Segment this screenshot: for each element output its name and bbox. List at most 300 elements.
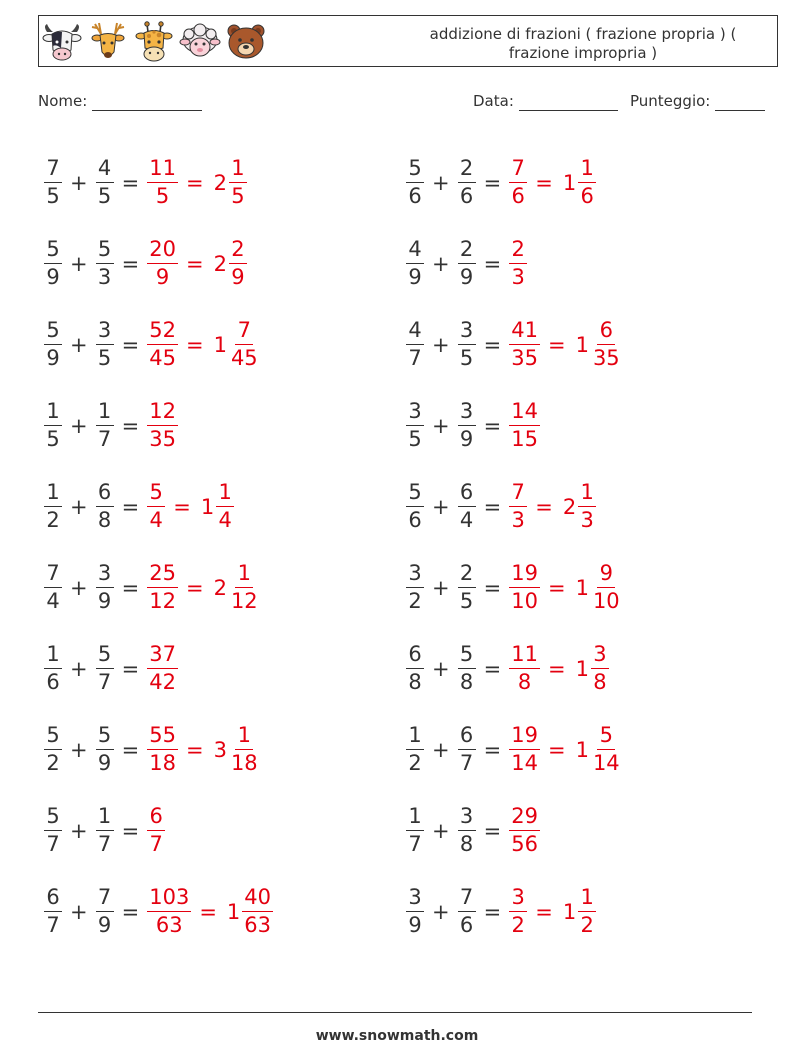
denominator: 6 xyxy=(408,184,422,208)
addend-fraction xyxy=(458,158,476,207)
numerator: 7 xyxy=(509,158,527,183)
numerator: 7 xyxy=(96,887,114,912)
answer xyxy=(145,482,236,531)
denominator: 7 xyxy=(46,913,60,937)
equals-sign: = xyxy=(483,737,502,762)
problem-row xyxy=(42,709,275,790)
denominator: 9 xyxy=(231,265,245,289)
denominator: 45 xyxy=(230,346,258,370)
problem-row xyxy=(404,871,624,952)
numerator: 5 xyxy=(44,725,62,750)
result-fraction xyxy=(147,320,178,369)
addend-fraction xyxy=(458,320,476,369)
denominator: 63 xyxy=(244,913,272,937)
result-fraction xyxy=(509,644,540,693)
equals-sign: = xyxy=(483,818,502,843)
result-fraction xyxy=(147,806,165,855)
plus-sign: + xyxy=(70,899,88,924)
result-fraction xyxy=(509,239,527,288)
addend-fraction xyxy=(44,401,62,450)
problem-column-left xyxy=(42,142,275,952)
numerator: 3 xyxy=(458,320,476,345)
equals-sign: = xyxy=(483,170,502,195)
denominator: 3 xyxy=(511,265,525,289)
addend-fraction xyxy=(44,806,62,855)
answer xyxy=(145,158,249,207)
numerator: 2 xyxy=(509,239,527,264)
result-fraction xyxy=(509,887,527,936)
denominator: 2 xyxy=(408,751,422,775)
numerator: 6 xyxy=(406,644,424,669)
whole-part: 1 xyxy=(575,737,589,762)
plus-sign: + xyxy=(70,170,88,195)
mixed-fraction xyxy=(591,320,622,369)
numerator: 37 xyxy=(147,644,178,669)
numerator: 19 xyxy=(509,563,540,588)
denominator: 18 xyxy=(149,751,176,775)
numerator: 3 xyxy=(406,887,424,912)
numerator: 1 xyxy=(96,806,114,831)
addend-fraction xyxy=(406,239,424,288)
denominator: 35 xyxy=(592,346,620,370)
numerator: 5 xyxy=(44,806,62,831)
mixed-number xyxy=(572,725,624,774)
denominator: 5 xyxy=(155,184,170,208)
denominator: 8 xyxy=(97,508,112,532)
result-fraction xyxy=(509,482,527,531)
denominator: 9 xyxy=(408,265,422,289)
equals-sign: = xyxy=(185,170,204,195)
denominator: 2 xyxy=(580,913,594,937)
whole-part: 1 xyxy=(575,575,589,600)
answer xyxy=(507,563,623,612)
mixed-fraction xyxy=(591,563,622,612)
addend-fraction xyxy=(96,158,114,207)
numerator: 11 xyxy=(509,644,540,669)
mixed-number xyxy=(572,320,624,369)
addend-fraction xyxy=(458,482,476,531)
addend-fraction xyxy=(96,725,114,774)
denominator: 7 xyxy=(97,427,112,451)
numerator: 52 xyxy=(147,320,178,345)
numerator: 1 xyxy=(44,401,62,426)
numerator: 1 xyxy=(44,644,62,669)
result-fraction xyxy=(147,563,178,612)
sheep-icon xyxy=(179,20,221,64)
denominator: 63 xyxy=(155,913,183,937)
answer xyxy=(145,806,167,855)
answer xyxy=(145,887,275,936)
denominator: 4 xyxy=(218,508,232,532)
equals-sign: = xyxy=(121,656,140,681)
mixed-number xyxy=(210,239,249,288)
denominator: 12 xyxy=(230,589,258,613)
denominator: 6 xyxy=(459,184,474,208)
addend-fraction xyxy=(44,725,62,774)
result-fraction xyxy=(147,482,165,531)
bear-icon xyxy=(225,20,267,64)
cow-icon xyxy=(41,20,83,64)
denominator: 7 xyxy=(408,832,422,856)
answer xyxy=(507,887,598,936)
numerator: 3 xyxy=(509,887,527,912)
denominator: 9 xyxy=(46,346,60,370)
footer-divider xyxy=(38,1012,752,1013)
numerator: 7 xyxy=(509,482,527,507)
numerator: 5 xyxy=(96,725,114,750)
numerator: 7 xyxy=(235,320,253,345)
numerator: 20 xyxy=(147,239,178,264)
plus-sign: + xyxy=(70,575,88,600)
equals-sign: = xyxy=(483,332,502,357)
whole-part: 1 xyxy=(226,899,241,924)
mixed-fraction xyxy=(229,239,247,288)
worksheet-title: addizione di frazioni ( frazione propria ) ( frazione impropria ) xyxy=(429,25,737,62)
numerator: 1 xyxy=(235,725,253,750)
addend-fraction xyxy=(458,401,476,450)
numerator: 3 xyxy=(458,401,476,426)
mixed-fraction xyxy=(229,320,260,369)
plus-sign: + xyxy=(70,818,88,843)
addend-fraction xyxy=(96,644,114,693)
mixed-number xyxy=(572,563,624,612)
denominator: 6 xyxy=(46,670,60,694)
equals-sign: = xyxy=(483,575,502,600)
answer xyxy=(507,320,623,369)
mixed-number xyxy=(210,158,249,207)
denominator: 15 xyxy=(511,427,538,451)
numerator: 5 xyxy=(597,725,615,750)
mixed-fraction xyxy=(591,644,609,693)
score-field xyxy=(630,92,765,111)
answer xyxy=(145,725,261,774)
denominator: 9 xyxy=(459,265,474,289)
numerator: 1 xyxy=(406,725,424,750)
problem-row xyxy=(42,385,275,466)
problem-row xyxy=(404,385,624,466)
mixed-number xyxy=(559,482,598,531)
equals-sign: = xyxy=(483,494,502,519)
numerator: 5 xyxy=(458,644,476,669)
result-fraction xyxy=(509,725,540,774)
denominator: 7 xyxy=(459,751,474,775)
equals-sign: = xyxy=(535,170,553,195)
denominator: 9 xyxy=(97,913,112,937)
plus-sign: + xyxy=(432,899,450,924)
equals-sign: = xyxy=(547,656,566,681)
numerator: 6 xyxy=(96,482,114,507)
equals-sign: = xyxy=(547,737,566,762)
problem-row xyxy=(42,547,275,628)
denominator: 5 xyxy=(231,184,245,208)
denominator: 6 xyxy=(580,184,594,208)
mixed-fraction xyxy=(591,725,622,774)
addend-fraction xyxy=(406,482,424,531)
mixed-number xyxy=(223,887,275,936)
result-fraction xyxy=(509,563,540,612)
mixed-fraction xyxy=(578,158,596,207)
answer xyxy=(507,239,529,288)
mixed-fraction xyxy=(229,563,260,612)
denominator: 7 xyxy=(97,670,112,694)
denominator: 4 xyxy=(459,508,474,532)
denominator: 10 xyxy=(511,589,538,613)
addend-fraction xyxy=(458,563,476,612)
numerator: 103 xyxy=(147,887,191,912)
addend-fraction xyxy=(458,806,476,855)
denominator: 2 xyxy=(511,913,525,937)
whole-part: 1 xyxy=(562,899,577,924)
plus-sign: + xyxy=(432,251,450,276)
answer xyxy=(145,401,180,450)
denominator: 5 xyxy=(97,346,112,370)
equals-sign: = xyxy=(121,575,140,600)
problem-row xyxy=(42,466,275,547)
equals-sign: = xyxy=(185,737,204,762)
answer xyxy=(145,239,249,288)
denominator: 8 xyxy=(517,670,532,694)
numerator: 6 xyxy=(458,482,476,507)
equals-sign: = xyxy=(185,332,204,357)
mixed-number xyxy=(210,563,262,612)
problem-row xyxy=(42,223,275,304)
answer xyxy=(507,401,542,450)
denominator: 14 xyxy=(592,751,620,775)
denominator: 3 xyxy=(97,265,112,289)
answer xyxy=(145,644,180,693)
equals-sign: = xyxy=(185,575,204,600)
denominator: 8 xyxy=(408,670,422,694)
denominator: 5 xyxy=(46,427,60,451)
denominator: 7 xyxy=(97,832,112,856)
plus-sign: + xyxy=(432,170,450,195)
problem-row xyxy=(404,547,624,628)
problem-row xyxy=(42,304,275,385)
denominator: 10 xyxy=(592,589,620,613)
numerator: 6 xyxy=(44,887,62,912)
addend-fraction xyxy=(96,239,114,288)
plus-sign: + xyxy=(432,575,450,600)
addend-fraction xyxy=(406,644,424,693)
deer-icon xyxy=(87,20,129,64)
numerator: 3 xyxy=(96,563,114,588)
numerator: 6 xyxy=(147,806,165,831)
denominator: 45 xyxy=(149,346,176,370)
numerator: 5 xyxy=(406,482,424,507)
numerator: 11 xyxy=(147,158,178,183)
addend-fraction xyxy=(406,563,424,612)
mixed-fraction xyxy=(578,887,596,936)
equals-sign: = xyxy=(121,332,140,357)
denominator: 2 xyxy=(46,751,60,775)
denominator: 8 xyxy=(593,670,607,694)
plus-sign: + xyxy=(432,656,450,681)
numerator: 7 xyxy=(458,887,476,912)
addend-fraction xyxy=(44,158,62,207)
whole-part: 2 xyxy=(213,251,227,276)
denominator: 9 xyxy=(408,913,422,937)
equals-sign: = xyxy=(483,656,502,681)
numerator: 40 xyxy=(242,887,273,912)
mixed-number xyxy=(197,482,236,531)
problem-row xyxy=(42,790,275,871)
answer xyxy=(145,320,261,369)
whole-part: 2 xyxy=(562,494,577,519)
plus-sign: + xyxy=(70,251,88,276)
problem-row xyxy=(42,871,275,952)
numerator: 3 xyxy=(591,644,609,669)
mixed-number xyxy=(559,887,598,936)
numerator: 41 xyxy=(509,320,540,345)
score-blank[interactable] xyxy=(715,92,765,111)
equals-sign: = xyxy=(547,332,566,357)
addend-fraction xyxy=(406,320,424,369)
mixed-number xyxy=(210,725,262,774)
numerator: 12 xyxy=(147,401,178,426)
result-fraction xyxy=(147,158,178,207)
whole-part: 2 xyxy=(213,170,227,195)
result-fraction xyxy=(509,158,527,207)
problem-row xyxy=(404,466,624,547)
numerator: 2 xyxy=(458,158,476,183)
numerator: 3 xyxy=(406,563,424,588)
numerator: 6 xyxy=(458,725,476,750)
numerator: 5 xyxy=(406,158,424,183)
denominator: 9 xyxy=(97,589,112,613)
problem-row xyxy=(404,304,624,385)
denominator: 5 xyxy=(459,346,474,370)
mixed-fraction xyxy=(578,482,596,531)
plus-sign: + xyxy=(70,494,88,519)
denominator: 18 xyxy=(230,751,258,775)
equals-sign: = xyxy=(483,413,502,438)
numerator: 1 xyxy=(578,887,596,912)
addend-fraction xyxy=(96,401,114,450)
addend-fraction xyxy=(406,401,424,450)
denominator: 7 xyxy=(46,832,60,856)
result-fraction xyxy=(147,644,178,693)
addend-fraction xyxy=(96,482,114,531)
numerator: 4 xyxy=(406,239,424,264)
answer xyxy=(507,644,611,693)
addend-fraction xyxy=(406,887,424,936)
plus-sign: + xyxy=(70,737,88,762)
denominator: 9 xyxy=(459,427,474,451)
plus-sign: + xyxy=(70,656,88,681)
problem-row xyxy=(404,709,624,790)
denominator: 6 xyxy=(459,913,474,937)
result-fraction xyxy=(509,320,540,369)
equals-sign: = xyxy=(185,251,204,276)
numerator: 4 xyxy=(406,320,424,345)
addend-fraction xyxy=(458,644,476,693)
addend-fraction xyxy=(406,725,424,774)
name-field xyxy=(38,92,202,111)
denominator: 56 xyxy=(511,832,538,856)
name-blank[interactable] xyxy=(92,92,202,111)
mixed-number xyxy=(572,644,611,693)
plus-sign: + xyxy=(70,413,88,438)
equals-sign: = xyxy=(121,413,140,438)
equals-sign: = xyxy=(121,251,140,276)
plus-sign: + xyxy=(432,494,450,519)
plus-sign: + xyxy=(432,818,450,843)
footer-url: www.snowmath.com xyxy=(315,1028,479,1044)
result-fraction xyxy=(509,806,540,855)
numerator: 1 xyxy=(44,482,62,507)
plus-sign: + xyxy=(432,413,450,438)
numerator: 1 xyxy=(406,806,424,831)
date-blank[interactable] xyxy=(519,92,618,111)
denominator: 5 xyxy=(408,427,422,451)
addend-fraction xyxy=(96,563,114,612)
result-fraction xyxy=(147,239,178,288)
addend-fraction xyxy=(406,806,424,855)
whole-part: 1 xyxy=(575,332,589,357)
denominator: 7 xyxy=(149,832,163,856)
denominator: 12 xyxy=(149,589,176,613)
result-fraction xyxy=(147,725,178,774)
problem-row xyxy=(42,142,275,223)
addend-fraction xyxy=(96,320,114,369)
numerator: 19 xyxy=(509,725,540,750)
mixed-fraction xyxy=(229,158,247,207)
numerator: 2 xyxy=(229,239,247,264)
problem-column-right xyxy=(404,142,624,952)
problem-row xyxy=(42,628,275,709)
numerator: 5 xyxy=(44,320,62,345)
whole-part: 1 xyxy=(575,656,589,681)
numerator: 5 xyxy=(96,239,114,264)
numerator: 2 xyxy=(458,239,476,264)
denominator: 8 xyxy=(459,670,474,694)
whole-part: 3 xyxy=(213,737,227,762)
denominator: 4 xyxy=(46,589,60,613)
denominator: 2 xyxy=(46,508,60,532)
addend-fraction xyxy=(44,644,62,693)
equals-sign: = xyxy=(199,899,217,924)
equals-sign: = xyxy=(121,170,140,195)
numerator: 1 xyxy=(578,482,596,507)
numerator: 3 xyxy=(96,320,114,345)
denominator: 2 xyxy=(408,589,422,613)
addend-fraction xyxy=(406,158,424,207)
numerator: 29 xyxy=(509,806,540,831)
mixed-fraction xyxy=(229,725,260,774)
addend-fraction xyxy=(458,725,476,774)
denominator: 5 xyxy=(46,184,60,208)
numerator: 4 xyxy=(96,158,114,183)
numerator: 7 xyxy=(44,158,62,183)
problem-row xyxy=(404,790,624,871)
addend-fraction xyxy=(44,887,62,936)
plus-sign: + xyxy=(432,332,450,357)
whole-part: 2 xyxy=(213,575,227,600)
numerator: 6 xyxy=(597,320,615,345)
numerator: 25 xyxy=(147,563,178,588)
addend-fraction xyxy=(44,320,62,369)
whole-part: 1 xyxy=(200,494,215,519)
equals-sign: = xyxy=(121,737,140,762)
animal-icons xyxy=(41,20,267,64)
name-label: Nome: xyxy=(38,92,88,110)
giraffe-icon xyxy=(133,20,175,64)
denominator: 9 xyxy=(46,265,60,289)
numerator: 55 xyxy=(147,725,178,750)
plus-sign: + xyxy=(432,737,450,762)
numerator: 14 xyxy=(509,401,540,426)
equals-sign: = xyxy=(173,494,191,519)
